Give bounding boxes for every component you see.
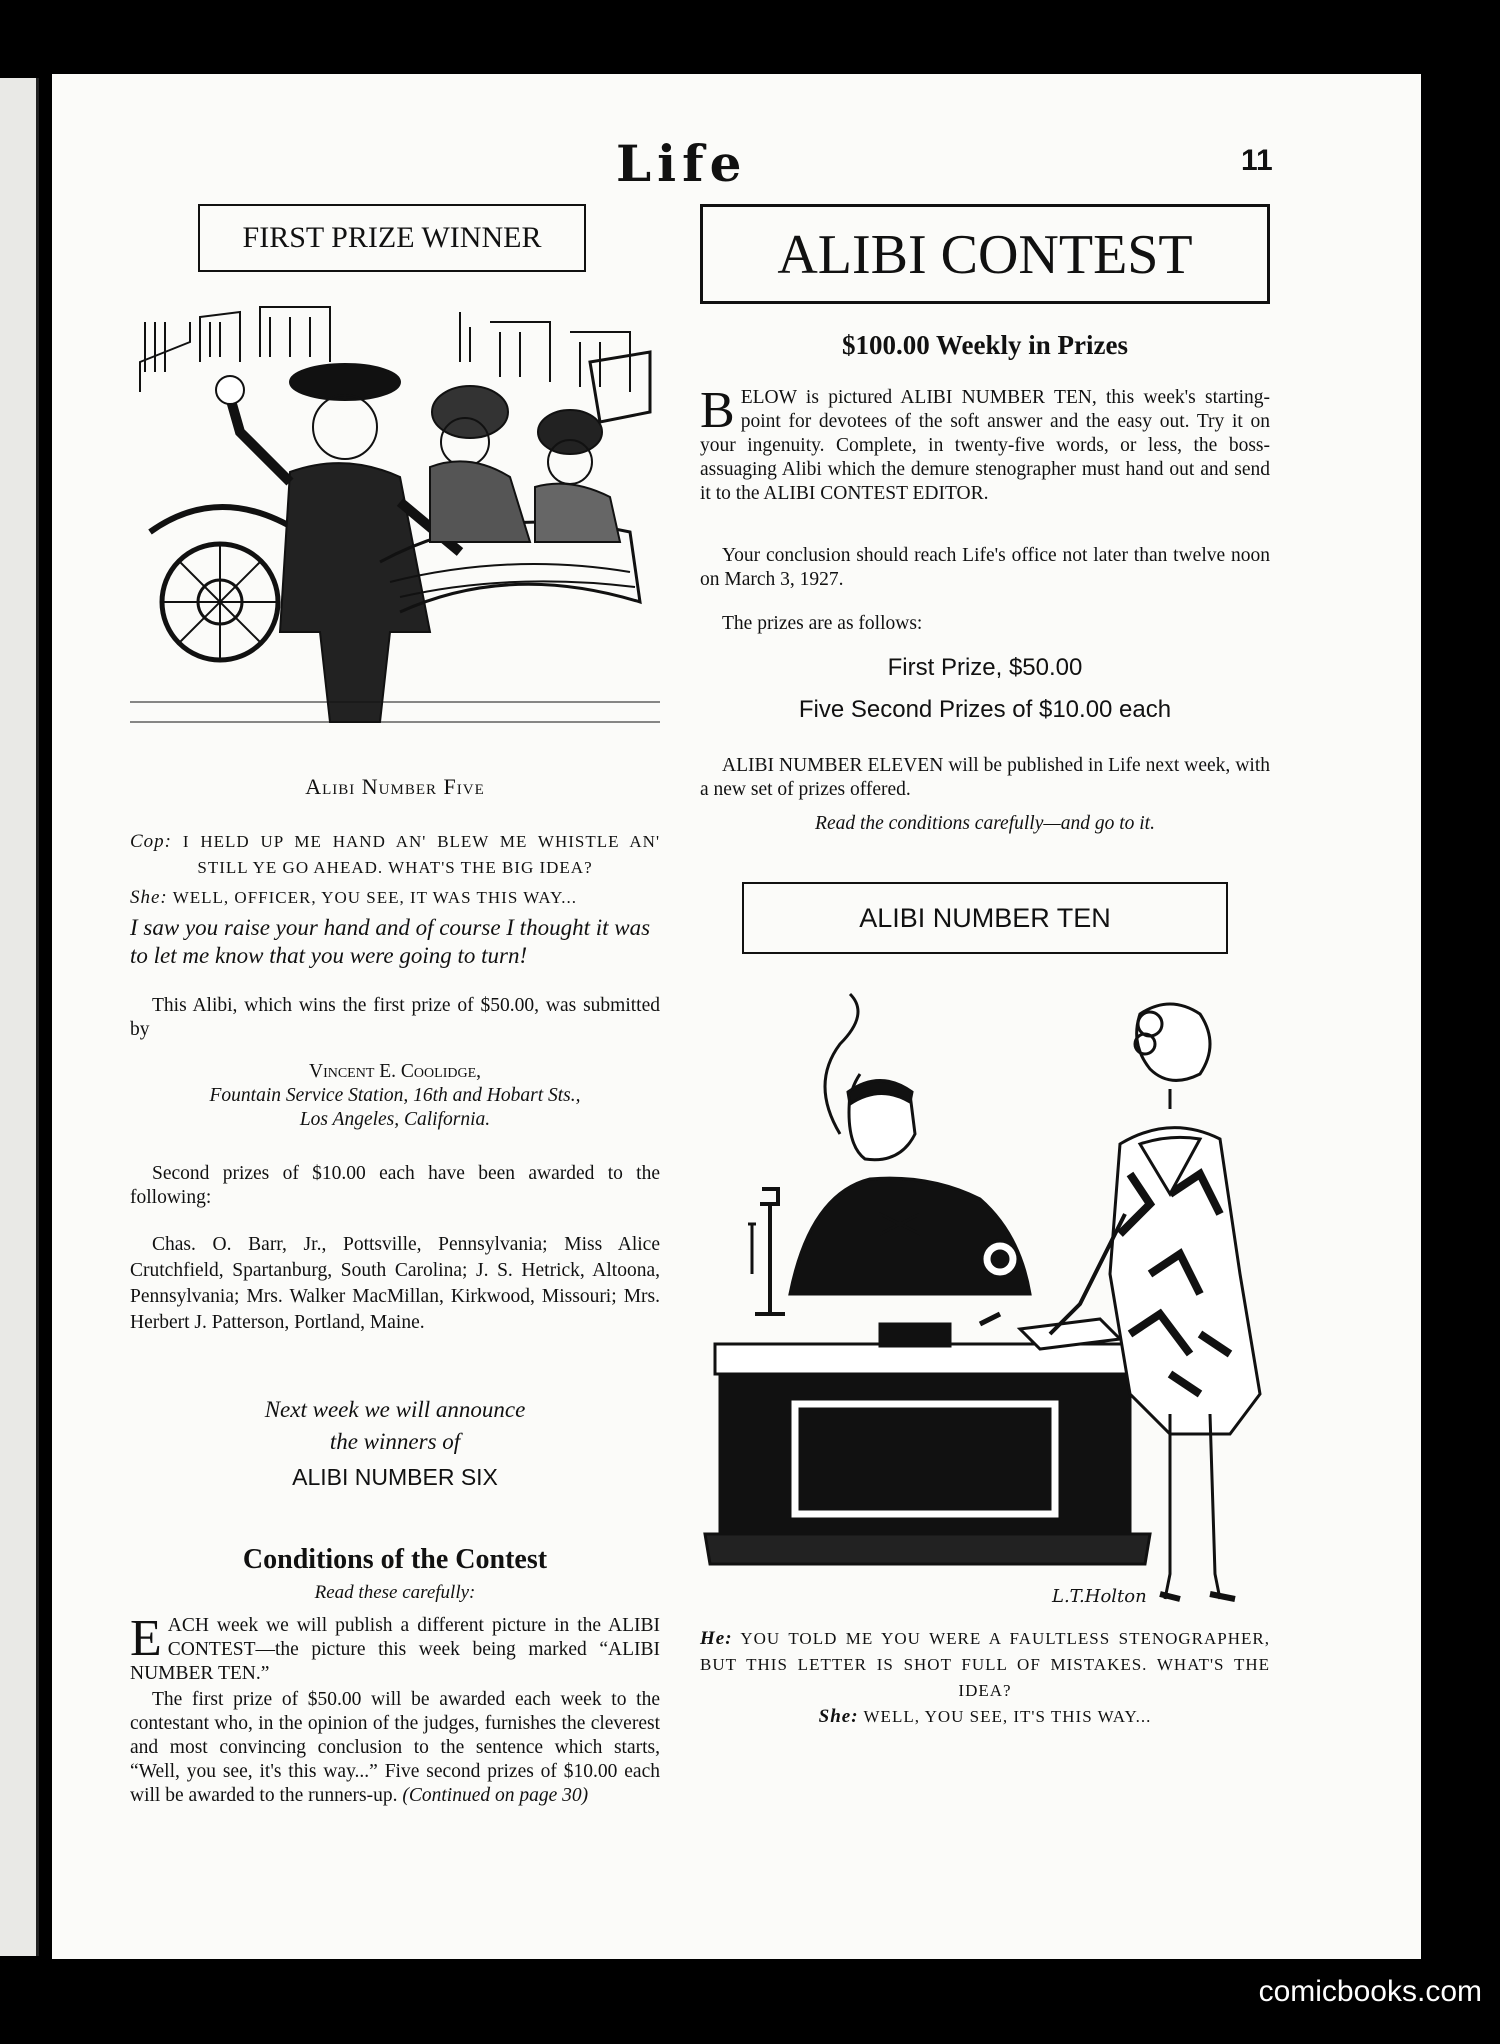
alibi-eleven-note: ALIBI NUMBER ELEVEN will be published in Life next week, with a new set of prizes offered. xyxy=(700,755,1270,800)
next-week-notice xyxy=(130,1394,660,1458)
drop-cap-b: B xyxy=(700,382,735,439)
winner-intro: This Alibi, which wins the first prize of $50.00, was submitted by xyxy=(130,995,660,1040)
conditions-p1-text: ACH week we will publish a different picture in the ALIBI CONTEST—the picture this week being marked “ALIBI NUMBER TEN.” xyxy=(130,1615,660,1684)
next-week-line1: Next week we will announce xyxy=(264,1397,526,1422)
alibi-number-ten-header: ALIBI NUMBER TEN xyxy=(742,882,1228,954)
first-prize-header: FIRST PRIZE WINNER xyxy=(198,204,586,272)
he-caption xyxy=(700,1626,1270,1704)
he-speaker: He: xyxy=(700,1628,733,1649)
traffic-cop-illustration xyxy=(130,302,660,742)
continued-note: (Continued on page 30) xyxy=(402,1785,589,1806)
alibi-five-title: Alibi Number Five xyxy=(305,774,485,799)
conditions-subtitle: Read these carefully: xyxy=(314,1582,476,1603)
weekly-prizes-subtitle: $100.00 Weekly in Prizes xyxy=(842,330,1128,360)
drop-cap-e: E xyxy=(130,1610,162,1667)
she-line-caps: WELL, OFFICER, YOU SEE, IT WAS THIS WAY... xyxy=(172,888,577,907)
second-prizes-intro: Second prizes of $10.00 each have been awarded to the following: xyxy=(130,1163,660,1208)
she-quote-caps xyxy=(130,885,660,911)
contest-intro xyxy=(700,382,1270,506)
second-prizes-line: Five Second Prizes of $10.00 each xyxy=(798,696,1172,723)
watermark: comicbooks.com xyxy=(1258,1975,1482,2008)
deadline-note: Your conclusion should reach Life's office not later than twelve noon on March 3, 1927. xyxy=(700,545,1270,590)
she-speaker-right: She: xyxy=(818,1706,859,1727)
he-line: YOU TOLD ME YOU WERE A FAULTLESS STENOGRAPHER, BUT THIS LETTER IS SHOT FULL OF MISTAKES. WHAT'S THE IDEA? xyxy=(700,1629,1270,1700)
conditions-paragraph-1 xyxy=(130,1610,660,1686)
she-caption xyxy=(700,1704,1270,1730)
adjacent-page-edge xyxy=(0,78,39,1956)
page-number: 11 xyxy=(1241,144,1273,177)
conditions-paragraph-2 xyxy=(130,1688,660,1808)
she-line-right: WELL, YOU SEE, IT'S THIS WAY... xyxy=(863,1707,1152,1726)
next-alibi-title: ALIBI NUMBER SIX xyxy=(292,1464,498,1490)
boss-and-stenographer-illustration xyxy=(700,974,1310,1604)
magazine-page xyxy=(52,74,1421,1959)
winner-address-line1: Fountain Service Station, 16th and Hobart Sts., xyxy=(209,1085,581,1106)
prizes-intro: The prizes are as follows: xyxy=(722,613,923,634)
contest-intro-text: ELOW is pictured ALIBI NUMBER TEN, this week's starting-point for devotees of the soft answer and the easy out. Try it on your ingenuity. Complete, in twenty-five words, or less, the boss-assuaging Alibi which the demure stenographer must hand out and send it to the ALIBI CONTEST EDITOR. xyxy=(700,387,1270,504)
conditions-p2-text: The first prize of $50.00 will be awarded each week to the contestant who, in the opinion of the judges, furnishes the cleverest and most convincing conclusion to the sentence which starts, “Well, you see, it's this way...” Five second prizes of $10.00 each will be awarded to the runners-up. xyxy=(130,1689,660,1806)
second-prizes-list: Chas. O. Barr, Jr., Pottsville, Pennsylvania; Miss Alice Crutchfield, Spartanburg, South Carolina; J. S. Hetrick, Altoona, Pennsylvania; Mrs. Walker MacMillan, Kirkwood, Missouri; Mrs. Herbert J. Patterson, Portland, Maine. xyxy=(130,1234,660,1333)
conditions-title: Conditions of the Contest xyxy=(242,1544,548,1575)
masthead: Life xyxy=(616,134,748,193)
winner-name: Vincent E. Coolidge, xyxy=(308,1061,482,1082)
winner-address-line2: Los Angeles, California. xyxy=(299,1109,491,1130)
first-prize-line: First Prize, $50.00 xyxy=(887,654,1083,681)
read-conditions-note: Read the conditions carefully—and go to it. xyxy=(815,813,1155,834)
she-speaker: She: xyxy=(130,887,168,908)
alibi-contest-header: ALIBI CONTEST xyxy=(700,204,1270,304)
cop-speaker: Cop: xyxy=(130,831,172,852)
cop-quote xyxy=(130,829,660,881)
she-line-italic: I saw you raise your hand and of course I thought it was to let me know that you were going to turn! xyxy=(130,915,651,968)
cop-line: I HELD UP ME HAND AN' BLEW ME WHISTLE AN' STILL YE GO AHEAD. WHAT'S THE BIG IDEA? xyxy=(182,832,661,877)
next-week-line2: the winners of xyxy=(329,1429,461,1454)
artist-signature: L.T.Holton xyxy=(1052,1586,1147,1607)
